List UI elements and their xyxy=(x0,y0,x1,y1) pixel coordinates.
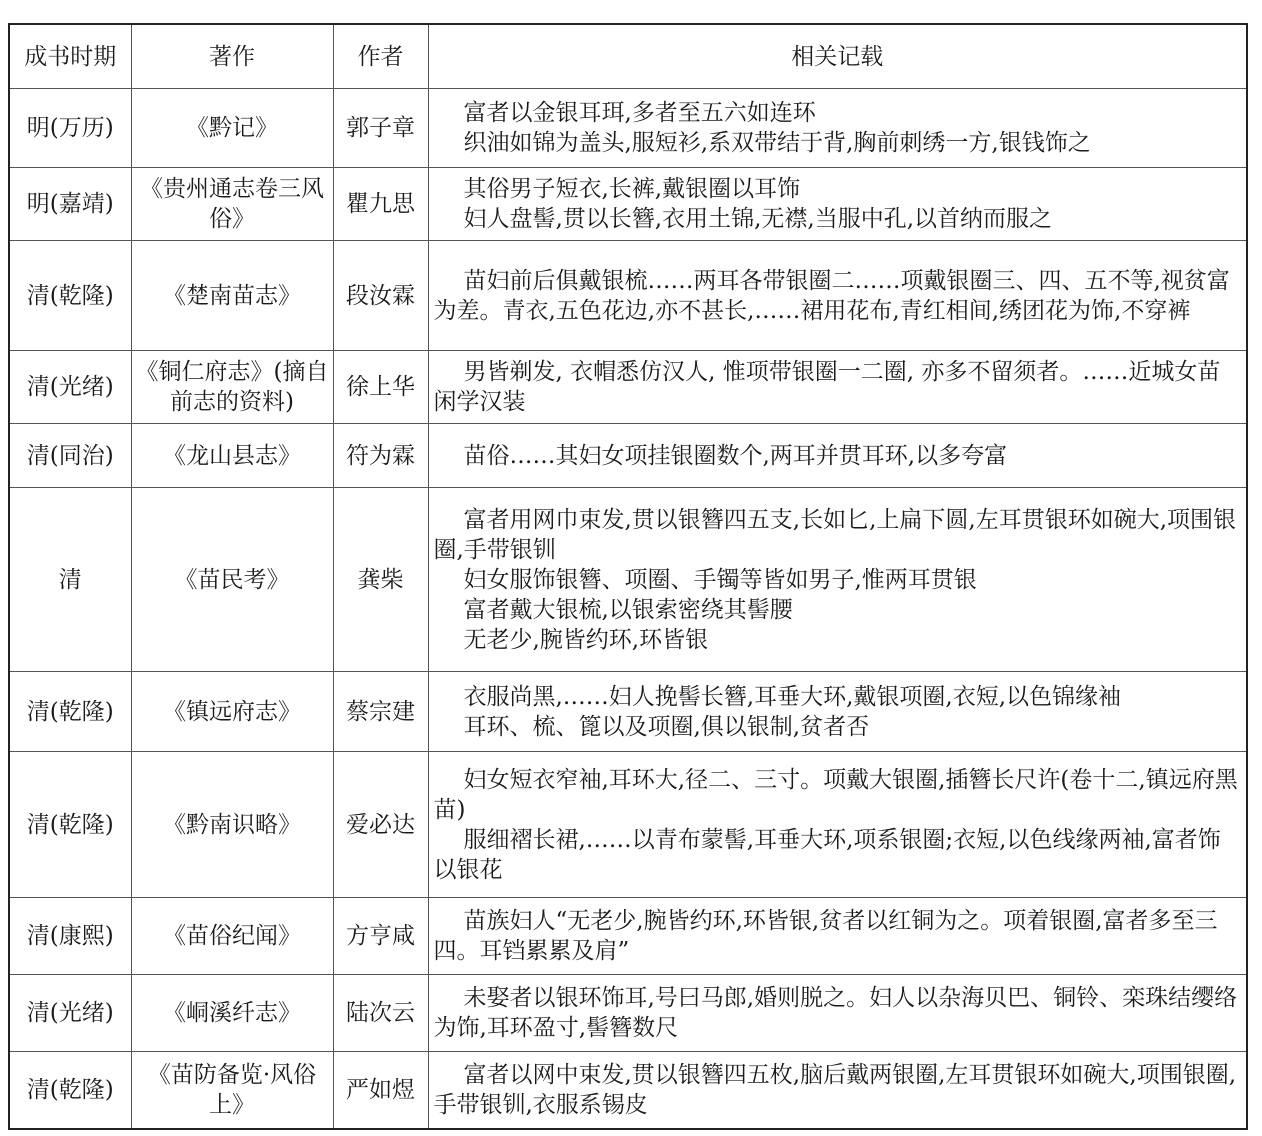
record-cell xyxy=(428,975,1247,1052)
period-cell: 清 xyxy=(9,488,131,672)
table-row xyxy=(9,488,1247,672)
header-period: 成书时期 xyxy=(9,24,131,89)
record-line: 男皆剃发, 衣帽悉仿汉人, 惟项带银圈一二圈, 亦多不留须者。……近城女苗闲学汉装 xyxy=(433,359,1221,415)
period-cell: 清(乾隆) xyxy=(9,672,131,752)
record-cell xyxy=(428,898,1247,975)
table-row xyxy=(9,89,1247,168)
record-cell xyxy=(428,424,1247,488)
record-cell xyxy=(428,89,1247,168)
record-cell xyxy=(428,241,1247,351)
period-cell: 明(嘉靖) xyxy=(9,168,131,241)
work-title-cell: 《铜仁府志》(摘自前志的资料) xyxy=(131,351,333,424)
table-row xyxy=(9,424,1247,488)
header-record: 相关记载 xyxy=(428,24,1247,89)
author-cell: 符为霖 xyxy=(333,424,428,488)
author-cell: 陆次云 xyxy=(333,975,428,1052)
header-author: 作者 xyxy=(333,24,428,89)
record-cell xyxy=(428,752,1247,898)
record-cell xyxy=(428,351,1247,424)
period-cell: 清(乾隆) xyxy=(9,241,131,351)
table-row xyxy=(9,752,1247,898)
table-row xyxy=(9,351,1247,424)
header-work: 著作 xyxy=(131,24,333,89)
record-line: 织油如锦为盖头,服短衫,系双带结于背,胸前刺绣一方,银钱饰之 xyxy=(463,130,1091,156)
record-line: 妇女服饰银簪、项圈、手镯等皆如男子,惟两耳贯银 xyxy=(463,566,977,593)
record-line: 苗族妇人“无老少,腕皆约环,环皆银,贫者以红铜为之。项着银圈,富者多至三四。耳铛累累及肩” xyxy=(433,908,1218,964)
record-line: 服细褶长裙,……以青布蒙髻,耳垂大环,项系银圈;衣短,以色线缘两袖,富者饰以银花 xyxy=(433,826,1221,883)
work-title-cell: 《龙山县志》 xyxy=(131,424,333,488)
author-cell: 郭子章 xyxy=(333,89,428,168)
record-line: 妇人盘髻,贯以长簪,衣用土锦,无襟,当服中孔,以首纳而服之 xyxy=(463,206,1053,232)
work-title-cell: 《黔记》 xyxy=(131,89,333,168)
record-line: 其俗男子短衣,长裤,戴银圈以耳饰 xyxy=(463,176,801,202)
table-row xyxy=(9,1052,1247,1129)
record-cell xyxy=(428,672,1247,752)
period-cell: 清(同治) xyxy=(9,424,131,488)
work-title-cell: 《苗俗纪闻》 xyxy=(131,898,333,975)
record-line: 富者以网中束发,贯以银簪四五枚,脑后戴两银圈,左耳贯银环如碗大,项围银圈,手带银钏,衣服系锡皮 xyxy=(433,1061,1237,1118)
record-line: 妇女短衣窄袖,耳环大,径二、三寸。项戴大银圈,插簪长尺许(卷十二,镇远府黑苗) xyxy=(433,766,1238,823)
record-cell xyxy=(428,488,1247,672)
author-cell: 徐上华 xyxy=(333,351,428,424)
record-line: 衣服尚黑,……妇人挽髻长簪,耳垂大环,戴银项圈,衣短,以色锦缘袖 xyxy=(463,683,1122,710)
author-cell: 瞿九思 xyxy=(333,168,428,241)
header-row xyxy=(9,24,1247,89)
author-cell: 蔡宗建 xyxy=(333,672,428,752)
record-line: 苗俗……其妇女项挂银圈数个,两耳并贯耳环,以多夸富 xyxy=(463,442,1008,469)
record-line: 耳环、梳、篦以及项圈,俱以银制,贫者否 xyxy=(463,713,870,740)
table-row xyxy=(9,241,1247,351)
record-line: 无老少,腕皆约环,环皆银 xyxy=(463,626,709,653)
author-cell: 爱必达 xyxy=(333,752,428,898)
work-title-cell: 《楚南苗志》 xyxy=(131,241,333,351)
period-cell: 清(乾隆) xyxy=(9,1052,131,1129)
work-title-cell: 《贵州通志卷三风俗》 xyxy=(131,168,333,241)
author-cell: 龚柴 xyxy=(333,488,428,672)
record-cell xyxy=(428,1052,1247,1129)
work-title-cell: 《峒溪纤志》 xyxy=(131,975,333,1052)
record-line: 富者以金银耳珥,多者至五六如连环 xyxy=(463,100,816,126)
records-table xyxy=(8,23,1248,1130)
table-header xyxy=(9,24,1247,89)
period-cell: 清(光绪) xyxy=(9,351,131,424)
period-cell: 明(万历) xyxy=(9,89,131,168)
record-cell xyxy=(428,168,1247,241)
work-title-cell: 《黔南识略》 xyxy=(131,752,333,898)
record-line: 苗妇前后俱戴银梳……两耳各带银圈二……项戴银圈三、四、五不等,视贫富为差。青衣,五色花边,亦不甚长,……裙用花布,青红相间,绣团花为饰,不穿裤 xyxy=(433,267,1230,324)
period-cell: 清(康熙) xyxy=(9,898,131,975)
table-row xyxy=(9,898,1247,975)
author-cell: 严如煜 xyxy=(333,1052,428,1129)
record-line: 富者用网巾束发,贯以银簪四五支,长如匕,上扁下圆,左耳贯银环如碗大,项围银圈,手带银钏 xyxy=(433,506,1237,563)
author-cell: 段汝霖 xyxy=(333,241,428,351)
record-line: 未娶者以银环饰耳,号曰马郎,婚则脱之。妇人以杂海贝巴、铜铃、栾珠结缨络为饰,耳环盈寸,髻簪数尺 xyxy=(433,985,1238,1041)
period-cell: 清(乾隆) xyxy=(9,752,131,898)
period-cell: 清(光绪) xyxy=(9,975,131,1052)
work-title-cell: 《镇远府志》 xyxy=(131,672,333,752)
table-row xyxy=(9,168,1247,241)
table-row xyxy=(9,975,1247,1052)
record-line: 富者戴大银梳,以银索密绕其髻腰 xyxy=(463,596,793,623)
author-cell: 方亨咸 xyxy=(333,898,428,975)
work-title-cell: 《苗民考》 xyxy=(131,488,333,672)
table-row xyxy=(9,672,1247,752)
table-body xyxy=(9,89,1247,1129)
work-title-cell: 《苗防备览·风俗上》 xyxy=(131,1052,333,1129)
